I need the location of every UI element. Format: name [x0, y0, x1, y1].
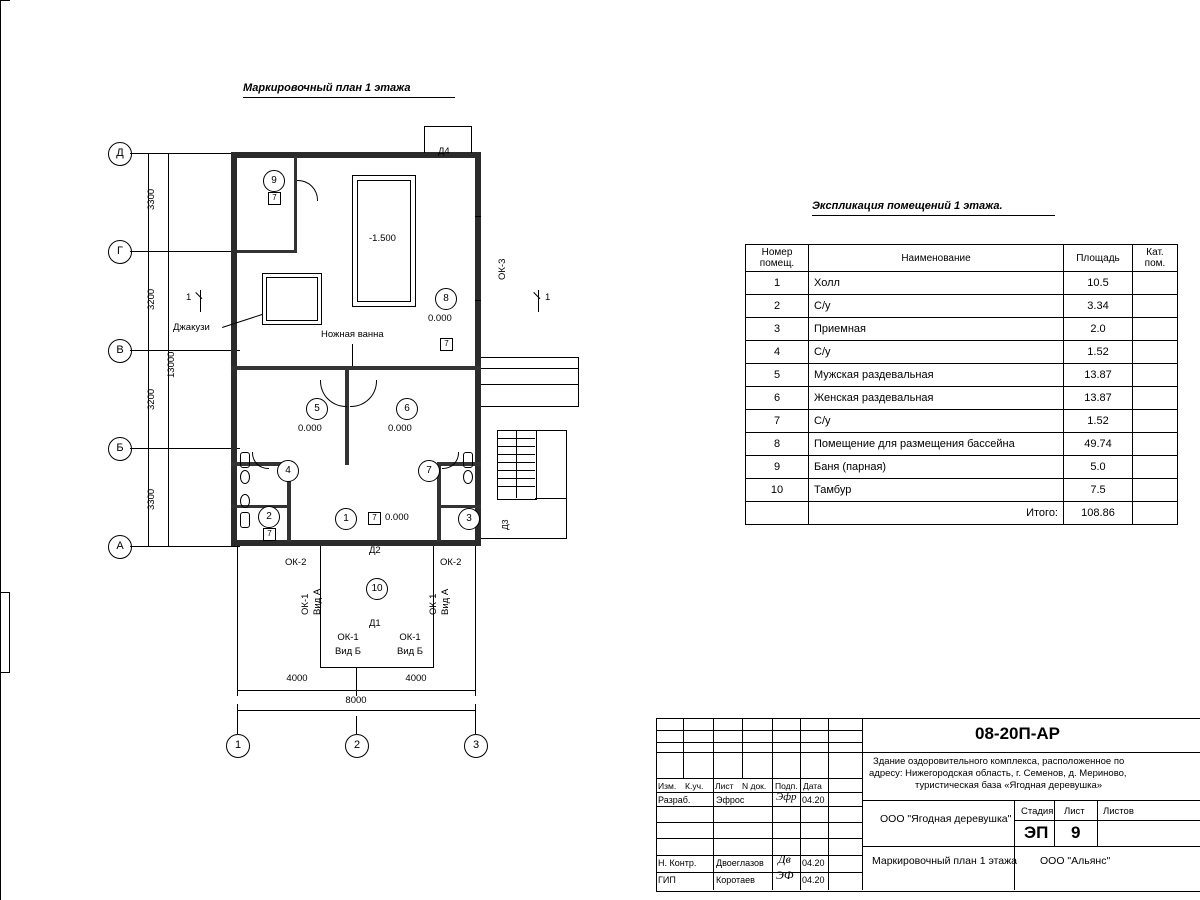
- colhdr-izm: Изм.: [658, 781, 677, 791]
- partition-sauna-bottom: [237, 250, 297, 253]
- dim-chain-outer-vertical: [168, 153, 169, 546]
- sheet-label: Лист: [1064, 806, 1085, 817]
- room-tag-7: 7: [418, 460, 440, 482]
- table-row: [746, 295, 1178, 318]
- stamp-grid-v2b: [713, 778, 714, 890]
- room-tag-1: 1: [335, 508, 357, 530]
- hdim-4000-left: 4000: [286, 673, 308, 684]
- cell-num: 9: [746, 456, 809, 479]
- stamp-grid-v2: [713, 718, 714, 778]
- fixture-wc-left-1: [240, 452, 250, 468]
- table-row: [746, 433, 1178, 456]
- room-finish-tag-1: 7: [368, 512, 381, 525]
- section-mark-right-label: 1: [545, 292, 551, 303]
- room-tag-4: 4: [277, 460, 299, 482]
- stamp-hline-r4: [656, 838, 862, 839]
- explication-table: [745, 244, 1178, 525]
- room-tag-9: 9: [263, 170, 285, 192]
- window-label-ok2-right: ОК-2: [440, 557, 462, 568]
- sheets-label: Листов: [1103, 806, 1134, 817]
- cell-area: 13.87: [1064, 387, 1133, 410]
- cell-area: 1.52: [1064, 341, 1133, 364]
- stamp-grid-v3: [742, 718, 743, 778]
- cell-total-label: Итого:: [809, 502, 1064, 525]
- axis-circle-2: 2: [345, 734, 369, 758]
- colhdr-list: Лист: [715, 781, 734, 791]
- drawing-code: 08-20П-АР: [975, 724, 1060, 743]
- window-ok3-top: [475, 216, 481, 217]
- sheet-left-border: [0, 0, 1, 900]
- role-nkontr: Н. Контр.: [658, 858, 697, 868]
- dim-ext-right: [475, 546, 476, 696]
- dim-tick-a: [142, 546, 154, 547]
- vdim-3200-lower: 3200: [146, 388, 157, 410]
- signature-nkontr: Дв: [778, 852, 791, 866]
- axis-num-line-1: [237, 716, 238, 734]
- stamp-right-hline-3: [862, 846, 1200, 847]
- protrusion-left: [424, 126, 425, 153]
- hdim-4000-right: 4000: [405, 673, 427, 684]
- stair-platform-line: [535, 498, 566, 499]
- stamp-right-hline-2: [1014, 820, 1200, 821]
- explication-title-underline: [812, 215, 1055, 216]
- section-mark-right-arrow: [533, 292, 540, 299]
- cell-area: 10.5: [1064, 272, 1133, 295]
- footbath-leader: [352, 344, 353, 366]
- staircase-outline: [497, 430, 537, 500]
- jacuzzi-leader: [222, 314, 262, 328]
- wall-left: [231, 152, 237, 546]
- window-label-ok1b-left-view: Вид Б: [334, 646, 362, 657]
- header-name: Наименование: [809, 245, 1064, 272]
- stair-platform-bottom: [481, 538, 567, 539]
- tambour-bottom: [320, 667, 434, 668]
- stamp-hline-r1: [656, 792, 862, 793]
- level-mark-pool: -1.500: [369, 233, 396, 244]
- object-line-2: адресу: Нижегородская область, г. Семенов, д. Мериново,: [869, 768, 1127, 779]
- stamp-right-vline-3: [1097, 800, 1098, 846]
- window-label-ok2-left: ОК-2: [285, 557, 307, 568]
- cell-name: С/у: [809, 295, 1064, 318]
- door-swing-sauna: [297, 180, 318, 201]
- terrace-line-2: [481, 368, 579, 369]
- stamp-hline-colhdr: [656, 778, 862, 779]
- table-row: [746, 341, 1178, 364]
- protrusion-top: [424, 126, 472, 127]
- vdim-3300-bottom: 3300: [146, 488, 157, 510]
- stamp-vline-main: [862, 718, 863, 890]
- hdim-total-8000: 8000: [345, 695, 367, 706]
- cell-area: 2.0: [1064, 318, 1133, 341]
- room-tag-2: 2: [258, 506, 280, 528]
- sheet-corner-top: [0, 0, 10, 1]
- cell-name: Баня (парная): [809, 456, 1064, 479]
- name-razrab: Эфрос: [716, 795, 745, 805]
- door-swing-2: [442, 452, 459, 469]
- door-label-d2: Д2: [369, 545, 381, 556]
- table-row: [746, 479, 1178, 502]
- dim-tick-1: [237, 684, 238, 696]
- table-row: [746, 318, 1178, 341]
- window-label-ok1a-right-view: Вид А: [440, 588, 451, 615]
- cell-total-kat: [1133, 502, 1178, 525]
- axis-circle-g: Г: [108, 240, 132, 264]
- fixture-sink-left-2: [240, 494, 250, 508]
- stage-value: ЭП: [1024, 823, 1049, 842]
- stamp-grid-v5: [800, 718, 801, 778]
- customer-name: ООО "Ягодная деревушка": [880, 813, 1012, 825]
- cell-kat: [1133, 272, 1178, 295]
- stair-platform-top: [535, 430, 567, 431]
- room-tag-8: 8: [435, 288, 457, 310]
- section-mark-left-arrow: [195, 292, 202, 299]
- room-tag-5: 5: [306, 398, 328, 420]
- fixture-wc-left-2: [240, 512, 250, 528]
- table-row: [746, 272, 1178, 295]
- room-finish-tag-9: 7: [268, 192, 281, 205]
- name-gip: Коротаев: [716, 875, 755, 885]
- stamp-hline-top: [656, 752, 1200, 753]
- cell-area: 49.74: [1064, 433, 1133, 456]
- table-row: [746, 456, 1178, 479]
- partition-horizontal-mid: [231, 366, 481, 370]
- cell-area: 13.87: [1064, 364, 1133, 387]
- fixture-sink-right-1: [463, 470, 473, 484]
- cell-kat: [1133, 387, 1178, 410]
- stamp-grid-v5b: [800, 778, 801, 890]
- cell-kat: [1133, 341, 1178, 364]
- level-mark-hall: 0.000: [385, 512, 409, 523]
- stamp-right-hline-1: [862, 800, 1200, 801]
- cell-num: 7: [746, 410, 809, 433]
- header-num: Номер помещ.: [746, 245, 809, 272]
- terrace-line-3: [481, 384, 579, 385]
- cell-area: 5.0: [1064, 456, 1133, 479]
- table-header-row: [746, 245, 1178, 272]
- cell-num: 8: [746, 433, 809, 456]
- stamp-hline-r2: [656, 806, 862, 807]
- stamp-right-vline-2: [1054, 800, 1055, 846]
- cell-num: 6: [746, 387, 809, 410]
- stamp-hline-r5: [656, 855, 862, 856]
- vdim-total-13000: 13000: [166, 351, 177, 378]
- stamp-grid-v4b: [772, 778, 773, 890]
- dim-tick-b: [142, 448, 154, 449]
- plan-title-underline: [243, 97, 455, 98]
- cell-name: Помещение для размещения бассейна: [809, 433, 1064, 456]
- door-label-d4: Д4: [438, 146, 450, 157]
- object-line-3: туристическая база «Ягодная деревушка»: [915, 780, 1103, 791]
- sheet-frame-mark-2: [0, 672, 10, 673]
- axis-circle-d: Д: [108, 142, 132, 166]
- door-swing-1: [252, 452, 269, 469]
- sheet-value: 9: [1071, 823, 1081, 842]
- partition-sauna-right: [294, 156, 297, 252]
- cell-kat: [1133, 364, 1178, 387]
- jacuzzi-label: Джакузи: [173, 322, 210, 333]
- cell-name: Женская раздевальная: [809, 387, 1064, 410]
- dim-tick-total-right: [475, 704, 476, 716]
- cell-kat: [1133, 433, 1178, 456]
- cell-kat: [1133, 456, 1178, 479]
- cell-name: С/у: [809, 410, 1064, 433]
- stamp-right-vline-1: [1014, 800, 1015, 890]
- axis-circle-v: В: [108, 339, 132, 363]
- stamp-grid-h1: [656, 730, 862, 731]
- door-label-d1: Д1: [369, 618, 381, 629]
- stamp-hline-r6: [656, 872, 862, 873]
- jacuzzi-inner: [266, 277, 318, 321]
- window-label-ok3: ОК-3: [497, 258, 508, 280]
- vdim-3300-top: 3300: [146, 188, 157, 210]
- window-ok3-bottom: [475, 300, 481, 301]
- room-tag-10: 10: [366, 578, 388, 600]
- dim-tick-total-bottom: [162, 546, 174, 547]
- window-label-ok1a-left-view: Вид А: [312, 588, 323, 615]
- table-row: [746, 387, 1178, 410]
- stage-label: Стадия: [1021, 806, 1054, 817]
- stamp-grid-v1: [683, 718, 684, 778]
- vdim-3200-upper: 3200: [146, 288, 157, 310]
- level-mark-5: 0.000: [298, 423, 322, 434]
- window-label-ok1b-left: ОК-1: [337, 632, 359, 643]
- cell-kat: [1133, 318, 1178, 341]
- cell-area: 7.5: [1064, 479, 1133, 502]
- colhdr-podp: Подп.: [775, 781, 798, 791]
- sheet-frame-mark-3: [9, 592, 10, 672]
- signature-gip: ЭФ: [776, 868, 794, 882]
- role-razrab: Разраб.: [658, 795, 691, 805]
- door-swing-6: [350, 380, 377, 407]
- section-mark-left-line: [200, 290, 201, 312]
- object-line-1: Здание оздоровительного комплекса, расположенное по: [873, 756, 1125, 767]
- signature-razrab: Эфр: [776, 791, 797, 803]
- axis-circle-1: 1: [226, 734, 250, 758]
- cell-num: 10: [746, 479, 809, 502]
- axis-num-line-2: [356, 716, 357, 734]
- cell-total-value: 108.86: [1064, 502, 1133, 525]
- axis-circle-b: Б: [108, 437, 132, 461]
- date-gip: 04.20: [802, 875, 825, 885]
- section-mark-right-line: [538, 290, 539, 312]
- dim-tick-total-top: [162, 153, 174, 154]
- fixture-sink-left-1: [240, 470, 250, 484]
- sheet-name: Маркировочный план 1 этажа: [872, 855, 1017, 867]
- stamp-grid-v6: [828, 718, 829, 890]
- dim-tick-3: [475, 684, 476, 696]
- dim-tick-d: [142, 153, 154, 154]
- cell-total-blank: [746, 502, 809, 525]
- dim-tick-total-left: [237, 704, 238, 716]
- axis-circle-a: А: [108, 535, 132, 559]
- cell-kat: [1133, 479, 1178, 502]
- footbath-label: Ножная ванна: [321, 329, 384, 340]
- terrace-top: [481, 357, 579, 358]
- table-total-row: [746, 502, 1178, 525]
- plan-title: Маркировочный план 1 этажа: [243, 82, 411, 94]
- cell-kat: [1133, 295, 1178, 318]
- header-kat: Кат. пом.: [1133, 245, 1178, 272]
- date-razrab: 04.20: [802, 795, 825, 805]
- colhdr-ndok: N док.: [742, 781, 767, 791]
- cell-name: Приемная: [809, 318, 1064, 341]
- terrace-line-4: [481, 406, 579, 407]
- cell-name: С/у: [809, 341, 1064, 364]
- dim-line-h2: [237, 710, 476, 711]
- header-area: Площадь: [1064, 245, 1133, 272]
- role-gip: ГИП: [658, 875, 676, 885]
- terrace-right: [578, 357, 579, 406]
- table-row: [746, 364, 1178, 387]
- room-finish-tag-2: 7: [263, 528, 276, 541]
- room-finish-tag-8: 7: [440, 338, 453, 351]
- room-tag-6: 6: [396, 398, 418, 420]
- protrusion-right: [471, 126, 472, 153]
- level-mark-6: 0.000: [388, 423, 412, 434]
- explication-title: Экспликация помещений 1 этажа.: [812, 200, 1003, 212]
- window-label-ok1b-right: ОК-1: [399, 632, 421, 643]
- name-nkontr: Двоеглазов: [716, 858, 764, 868]
- cell-name: Мужская раздевальная: [809, 364, 1064, 387]
- cell-num: 1: [746, 272, 809, 295]
- section-mark-left-label: 1: [186, 292, 192, 303]
- company-name: ООО "Альянс": [1040, 855, 1111, 867]
- stair-middle: [516, 430, 517, 498]
- axis-num-line-3: [475, 716, 476, 734]
- window-label-ok1a-right: ОК-1: [428, 593, 439, 615]
- table-row: [746, 410, 1178, 433]
- cell-name: Холл: [809, 272, 1064, 295]
- room-tag-3: 3: [458, 508, 480, 530]
- window-label-ok1a-left: ОК-1: [300, 593, 311, 615]
- door-label-d3: Д3: [500, 519, 510, 530]
- cell-num: 4: [746, 341, 809, 364]
- wall-right: [475, 152, 481, 546]
- dim-tick-g: [142, 251, 154, 252]
- cell-num: 2: [746, 295, 809, 318]
- stamp-hline-r3: [656, 822, 862, 823]
- stair-platform-right: [566, 430, 567, 538]
- stamp-grid-h2: [656, 742, 862, 743]
- cell-area: 1.52: [1064, 410, 1133, 433]
- cell-kat: [1133, 410, 1178, 433]
- cell-num: 3: [746, 318, 809, 341]
- dim-ext-left: [237, 546, 238, 696]
- stamp-grid-v4: [772, 718, 773, 778]
- window-label-ok1b-right-view: Вид Б: [396, 646, 424, 657]
- cell-name: Тамбур: [809, 479, 1064, 502]
- date-nkontr: 04.20: [802, 858, 825, 868]
- colhdr-kuch: К.уч.: [685, 781, 704, 791]
- axis-circle-3: 3: [464, 734, 488, 758]
- cell-num: 5: [746, 364, 809, 387]
- dim-tick-v: [142, 350, 154, 351]
- level-mark-8: 0.000: [428, 313, 452, 324]
- colhdr-data: Дата: [803, 781, 822, 791]
- fixture-wc-right-1: [463, 452, 473, 468]
- cell-area: 3.34: [1064, 295, 1133, 318]
- partition-right-wc: [441, 505, 481, 508]
